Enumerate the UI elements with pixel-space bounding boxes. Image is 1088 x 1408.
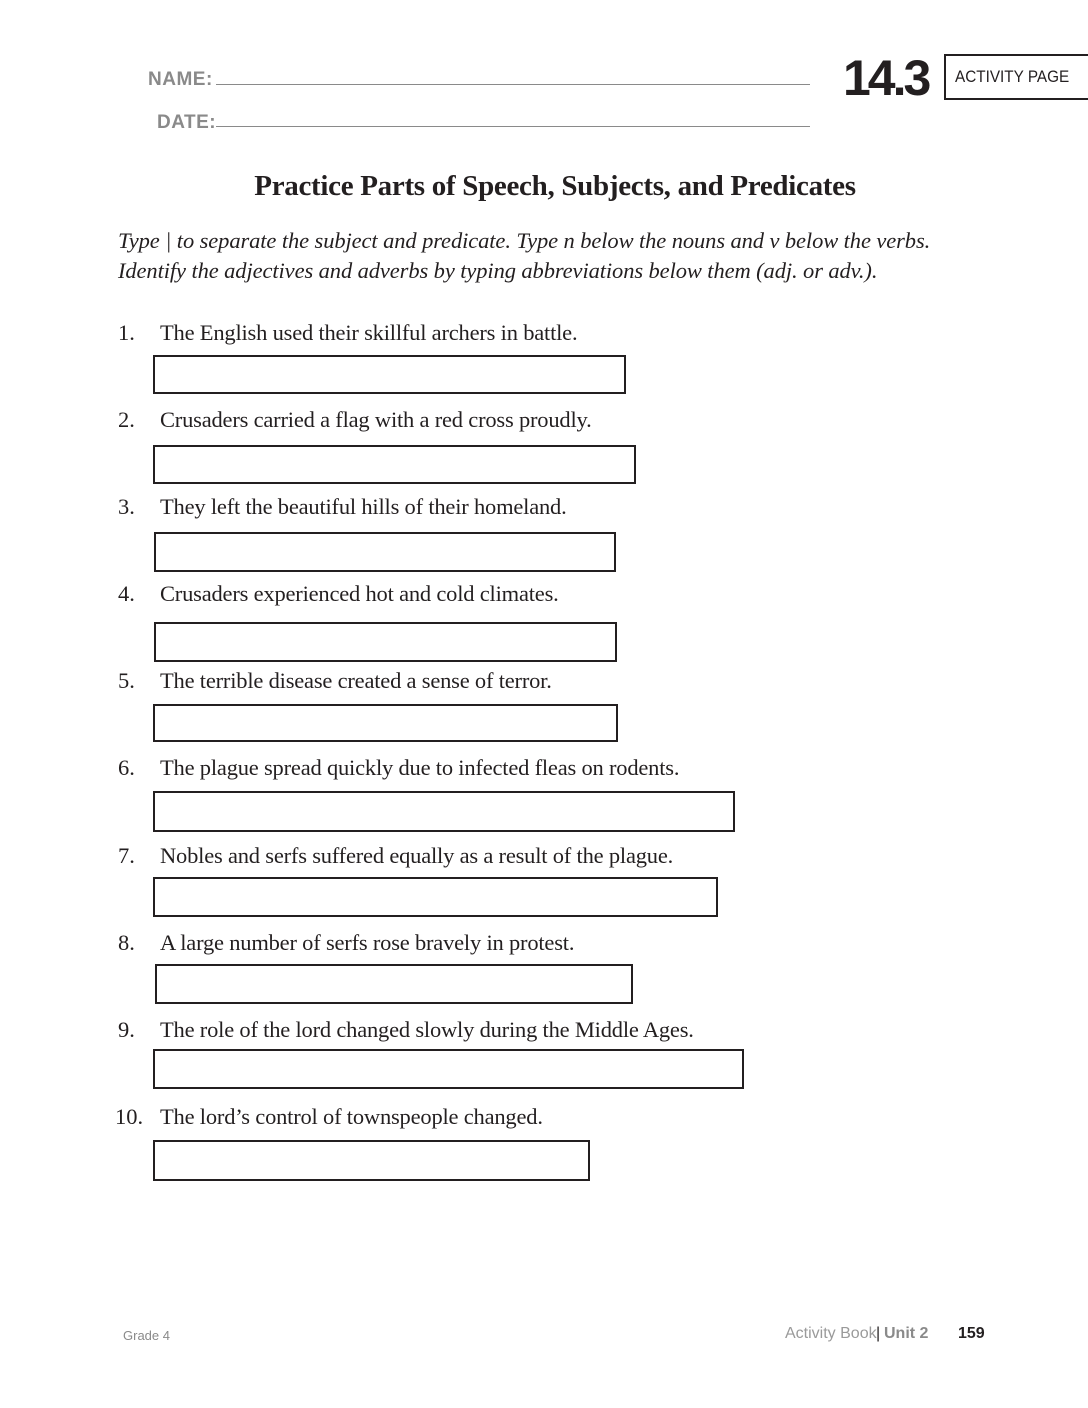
question-text: The role of the lord changed slowly during the Middle Ages. [160,1017,694,1042]
question-number: 9. [118,1017,135,1042]
question-text: A large number of serfs rose bravely in protest. [160,930,575,955]
question-number: 2. [118,407,135,432]
answer-input-6[interactable] [153,791,735,832]
footer-grade: Grade 4 [123,1328,170,1343]
activity-page-label: ACTIVITY PAGE [955,67,1070,86]
question-text: They left the beautiful hills of their homeland. [160,494,567,519]
question-number: 6. [118,755,135,780]
answer-input-1[interactable] [153,355,626,394]
answer-input-4[interactable] [154,622,617,662]
question-number: 7. [118,843,135,868]
answer-input-8[interactable] [155,964,633,1004]
question-text: Crusaders carried a flag with a red cross proudly. [160,407,592,432]
question-text: Nobles and serfs suffered equally as a result of the plague. [160,843,674,868]
question-number: 10. [115,1104,144,1129]
page-number: 159 [958,1325,985,1342]
activity-page-badge [944,54,1088,100]
page-title: Practice Parts of Speech, Subjects, and Predicates [254,170,856,202]
footer-unit: Unit 2 [884,1325,929,1342]
question-text: The terrible disease created a sense of terror. [160,668,552,693]
question-number: 1. [118,320,135,345]
answer-input-2[interactable] [153,445,636,484]
question-text: The plague spread quickly due to infected fleas on rodents. [160,755,680,780]
answer-input-7[interactable] [153,877,718,917]
date-line[interactable] [216,126,810,127]
answer-input-3[interactable] [154,532,616,572]
name-label: NAME: [148,69,213,90]
footer-book-title: Activity Book [785,1325,877,1342]
answer-input-5[interactable] [153,704,618,742]
question-number: 4. [118,581,135,606]
footer-separator: | [876,1325,881,1342]
answer-input-9[interactable] [153,1049,744,1089]
instructions-line-1: Type | to separate the subject and predicate. Type n below the nouns and v below the verbs. [118,228,931,253]
answer-input-10[interactable] [153,1140,590,1181]
activity-number: 14.3 [843,50,929,106]
instructions-line-2: Identify the adjectives and adverbs by typing abbreviations below them (adj. or adv.). [118,258,878,283]
date-label: DATE: [157,112,217,133]
question-text: Crusaders experienced hot and cold climates. [160,581,559,606]
question-number: 3. [118,494,135,519]
name-line[interactable] [216,84,810,85]
question-number: 8. [118,930,135,955]
question-text: The lord’s control of townspeople changed. [160,1104,543,1129]
question-text: The English used their skillful archers in battle. [160,320,578,345]
question-number: 5. [118,668,135,693]
